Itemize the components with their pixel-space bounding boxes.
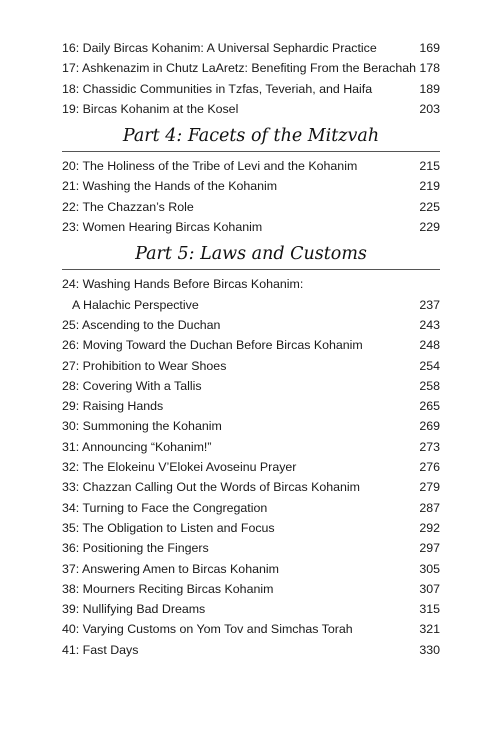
toc-entry[interactable] [62, 38, 440, 58]
toc-entry[interactable] [62, 274, 440, 315]
entry-title [62, 599, 415, 619]
toc-entry[interactable] [62, 99, 440, 119]
toc-entry[interactable] [62, 176, 440, 196]
entry-title-line: 32: The Elokeinu V’Elokei Avoseinu Prayer [62, 460, 297, 475]
entry-title [62, 176, 415, 196]
page-number: 269 [419, 419, 440, 434]
entry-title [62, 58, 415, 78]
toc-entry[interactable] [62, 356, 440, 376]
page-number: 258 [419, 378, 440, 393]
page-number: 276 [419, 460, 440, 475]
entry-title [62, 518, 415, 538]
page-number: 315 [419, 602, 440, 617]
table-of-contents [62, 38, 440, 660]
page-number: 169 [419, 41, 440, 55]
toc-entry[interactable] [62, 619, 440, 639]
entry-title [62, 457, 415, 477]
entry-title [62, 274, 415, 315]
toc-entry[interactable] [62, 538, 440, 558]
part-heading: Part 4: Facets of the Mitzvah [122, 126, 380, 147]
entry-title-line: 34: Turning to Face the Congregation [62, 500, 268, 515]
toc-entry[interactable] [62, 518, 440, 538]
entry-title [62, 396, 415, 416]
toc-entry[interactable] [62, 416, 440, 436]
entry-title [62, 640, 415, 660]
page-number: 279 [419, 480, 440, 495]
toc-entry[interactable] [62, 559, 440, 579]
toc-entry[interactable] [62, 498, 440, 518]
entry-title [62, 538, 415, 558]
toc-entry[interactable] [62, 579, 440, 599]
toc-entry[interactable] [62, 376, 440, 396]
entry-title [62, 217, 415, 237]
toc-entry[interactable] [62, 58, 440, 78]
entry-title-line: 36: Positioning the Fingers [62, 541, 209, 556]
toc-entry[interactable] [62, 217, 440, 237]
toc-entry[interactable] [62, 79, 440, 99]
heading-divider [62, 151, 440, 152]
entry-title [62, 437, 415, 457]
entry-title-line: 23: Women Hearing Bircas Kohanim [62, 220, 263, 235]
toc-entry[interactable] [62, 457, 440, 477]
page-number: 229 [419, 220, 440, 235]
entry-title [62, 79, 415, 99]
toc-entry[interactable] [62, 156, 440, 176]
page-number: 292 [419, 520, 440, 535]
toc-entry[interactable] [62, 197, 440, 217]
page-number: 178 [419, 61, 440, 76]
entry-title-line: 38: Mourners Reciting Bircas Kohanim [62, 581, 274, 596]
entry-title-line: 16: Daily Bircas Kohanim: A Universal Sephardic Practice [62, 41, 377, 55]
entry-title-line: 17: Ashkenazim in Chutz LaAretz: Benefiting From the Berachah [62, 61, 417, 76]
entry-title [62, 38, 415, 58]
toc-entry[interactable] [62, 640, 440, 660]
entry-title-line: 31: Announcing “Kohanim!” [62, 439, 212, 454]
entry-title [62, 619, 415, 639]
entry-title-line: 33: Chazzan Calling Out the Words of Bircas Kohanim [62, 480, 360, 495]
entry-title [62, 579, 415, 599]
entry-title [62, 197, 415, 217]
entry-title [62, 356, 415, 376]
page-number: 307 [419, 581, 440, 596]
entry-title-line: 28: Covering With a Tallis [62, 378, 202, 393]
entry-title [62, 99, 415, 119]
entry-title-continuation: A Halachic Perspective [72, 297, 199, 312]
page-number: 237 [419, 297, 440, 312]
entry-title-line: 35: The Obligation to Listen and Focus [62, 520, 275, 535]
entry-title [62, 416, 415, 436]
page-number: 215 [419, 159, 440, 174]
page-number: 189 [419, 81, 440, 96]
page-number: 321 [419, 622, 440, 637]
entry-title [62, 315, 415, 335]
entry-title-line: 22: The Chazzan’s Role [62, 199, 194, 214]
toc-entry[interactable] [62, 599, 440, 619]
entry-title-line: 19: Bircas Kohanim at the Kosel [62, 101, 239, 116]
page-number: 273 [419, 439, 440, 454]
entry-title-line: 26: Moving Toward the Duchan Before Bircas Kohanim [62, 338, 363, 353]
page-number: 265 [419, 399, 440, 414]
entry-title-line: 40: Varying Customs on Yom Tov and Simchas Torah [62, 622, 353, 637]
page-number: 287 [419, 500, 440, 515]
page-number: 219 [419, 179, 440, 194]
page-number: 330 [419, 642, 440, 657]
heading-divider [62, 269, 440, 270]
entry-title [62, 498, 415, 518]
toc-entry[interactable] [62, 396, 440, 416]
entry-title-line: 24: Washing Hands Before Bircas Kohanim: [62, 277, 304, 292]
toc-entry[interactable] [62, 477, 440, 497]
entry-title [62, 156, 415, 176]
entry-title-line: 27: Prohibition to Wear Shoes [62, 358, 227, 373]
toc-entry[interactable] [62, 315, 440, 335]
page-number: 254 [419, 358, 440, 373]
entry-title [62, 376, 415, 396]
page-number: 305 [419, 561, 440, 576]
page-number: 203 [419, 101, 440, 116]
page-number: 248 [419, 338, 440, 353]
entry-title-line: 37: Answering Amen to Bircas Kohanim [62, 561, 279, 576]
entry-title-line: 18: Chassidic Communities in Tzfas, Teveriah, and Haifa [62, 81, 373, 96]
toc-entry[interactable] [62, 335, 440, 355]
entry-title [62, 559, 415, 579]
entry-title [62, 477, 415, 497]
part-heading: Part 5: Laws and Customs [135, 244, 367, 265]
page-number: 297 [419, 541, 440, 556]
page-number: 225 [419, 199, 440, 214]
entry-title-line: 25: Ascending to the Duchan [62, 317, 221, 332]
entry-title-line: 20: The Holiness of the Tribe of Levi and the Kohanim [62, 159, 358, 174]
entry-title-line: 21: Washing the Hands of the Kohanim [62, 179, 278, 194]
entry-title-line: 29: Raising Hands [62, 399, 164, 414]
page-number: 243 [419, 317, 440, 332]
entry-title-line: 41: Fast Days [62, 642, 139, 657]
toc-entry[interactable] [62, 437, 440, 457]
entry-title [62, 335, 415, 355]
entry-title-line: 39: Nullifying Bad Dreams [62, 602, 206, 617]
entry-title-line: 30: Summoning the Kohanim [62, 419, 222, 434]
